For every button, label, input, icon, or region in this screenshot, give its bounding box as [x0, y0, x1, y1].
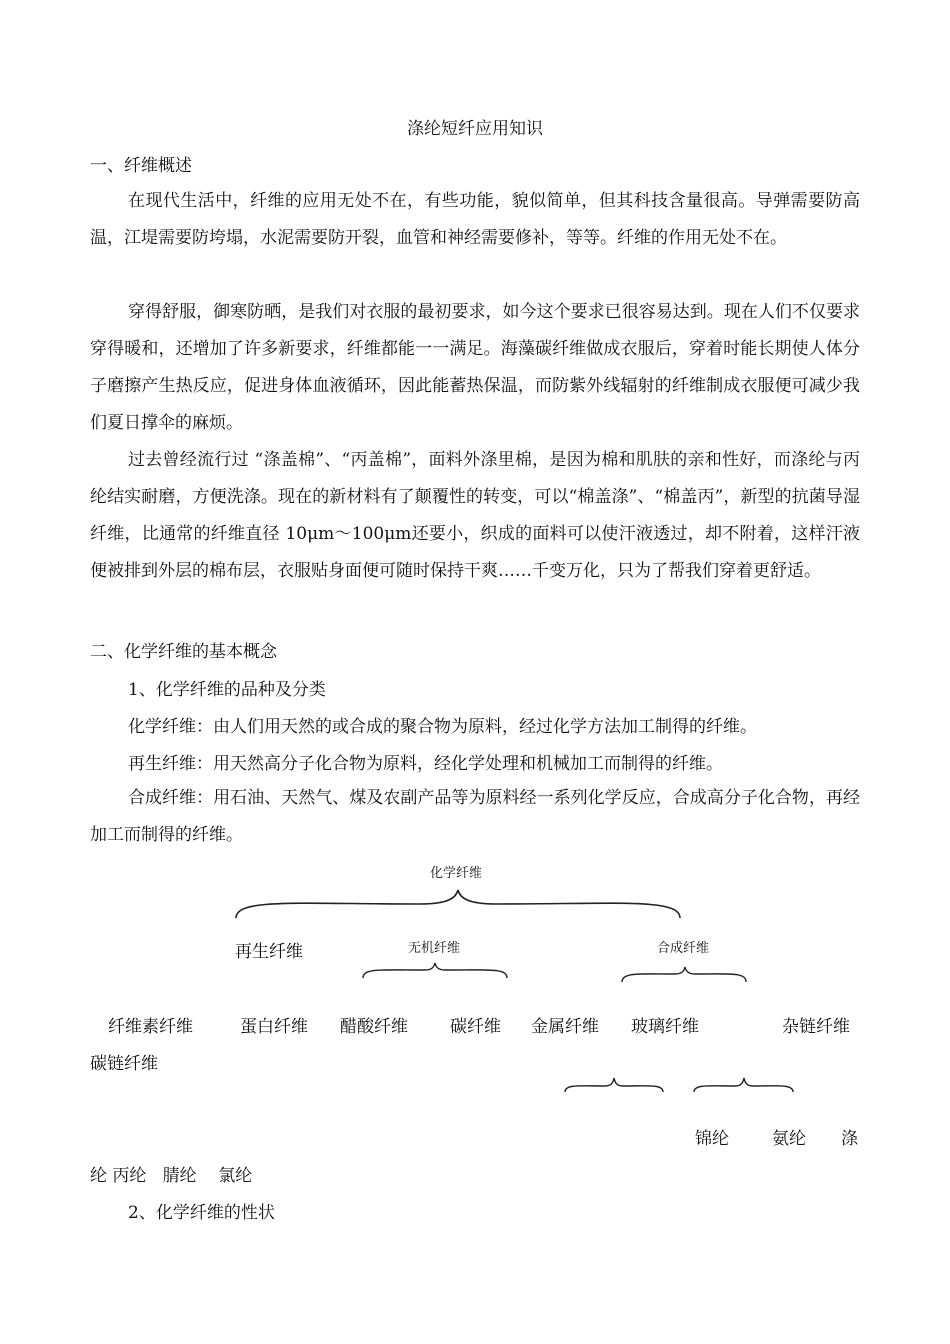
- brace-inorganic-fiber: [363, 963, 507, 978]
- node-acetate-fiber: 醋酸纤维: [340, 1017, 408, 1037]
- paragraph-2: 穿得舒服，御寒防晒，是我们对衣服的最初要求，如今这个要求已很容易达到。现在人们不仅要求穿得暖和，还增加了许多新要求，纤维都能一一满足。海藻碳纤维做成衣服后，穿着时能长期使人体分子磨擦产生热反应，促进身体血液循环，因此能蓄热保温，而防紫外线辐射的纤维制成衣服便可减少我们夏日撑伞的麻烦。: [90, 302, 860, 433]
- brace-hetero-chain: [565, 1078, 663, 1092]
- node-carbon-chain-fiber: 碳链纤维: [90, 1054, 158, 1074]
- brace-chemical-fiber: [236, 890, 680, 918]
- definition-chemical-fiber: 化学纤维：由人们用天然的或合成的聚合物为原料，经过化学方法加工制得的纤维。: [128, 717, 757, 737]
- node-chemical-fiber: 化学纤维: [430, 866, 483, 881]
- node-polyester-part: 涤: [841, 1129, 858, 1149]
- document-title: 涤纶短纤应用知识: [407, 119, 543, 139]
- node-spandex: 氨纶: [772, 1129, 806, 1149]
- node-metal-fiber: 金属纤维: [531, 1017, 599, 1037]
- node-inorganic-fiber: 无机纤维: [408, 941, 461, 956]
- brace-synthetic-fiber: [622, 967, 746, 982]
- node-glass-fiber: 玻璃纤维: [631, 1017, 699, 1037]
- node-synthetic-fiber: 合成纤维: [657, 941, 710, 956]
- node-regenerated-fiber: 再生纤维: [235, 942, 303, 962]
- node-protein-fiber: 蛋白纤维: [240, 1017, 308, 1037]
- node-carbon-chain-items: 纶 丙纶 腈纶 氯纶: [90, 1166, 253, 1186]
- node-hetero-chain-fiber: 杂链纤维: [782, 1017, 850, 1037]
- node-nylon: 锦纶: [695, 1129, 729, 1149]
- subheading-properties: 2、化学纤维的性状: [128, 1203, 275, 1223]
- node-carbon-fiber: 碳纤维: [450, 1017, 501, 1037]
- node-cellulose-fiber: 纤维素纤维: [108, 1017, 193, 1037]
- brace-carbon-chain: [694, 1078, 793, 1092]
- section-heading-fiber-overview: 一、纤维概述: [90, 156, 192, 176]
- section-heading-chemical-fiber: 二、化学纤维的基本概念: [90, 642, 277, 662]
- definition-regenerated-fiber: 再生纤维：用天然高分子化合物为原料，经化学处理和机械加工而制得的纤维。: [128, 754, 723, 774]
- paragraph-3: 过去曾经流行过 “涤盖棉”、“丙盖棉”，面料外涤里棉，是因为棉和肌肤的亲和性好，而涤纶与丙纶结实耐磨，方便洗涤。现在的新材料有了颠覆性的转变，可以“棉盖涤”、“棉盖丙”，新型的抗菌导湿纤维，比通常的纤维直径 10μm～100μm还要小，织成的面料可以使汗液透过，却不附着，这样汗液便被排到外层的棉布层，衣服贴身面便可随时保持干爽……千变万化，只为了帮我们穿着更舒适。: [90, 450, 860, 581]
- subheading-varieties: 1、化学纤维的品种及分类: [128, 680, 326, 700]
- paragraph-1: 在现代生活中，纤维的应用无处不在，有些功能，貌似简单，但其科技含量很高。导弹需要防高温，江堤需要防垮塌，水泥需要防开裂，血管和神经需要修补，等等。纤维的作用无处不在。: [90, 191, 860, 248]
- definition-synthetic-fiber: 合成纤维：用石油、天然气、煤及农副产品等为原料经一系列化学反应，合成高分子化合物，再经加工而制得的纤维。: [90, 788, 860, 845]
